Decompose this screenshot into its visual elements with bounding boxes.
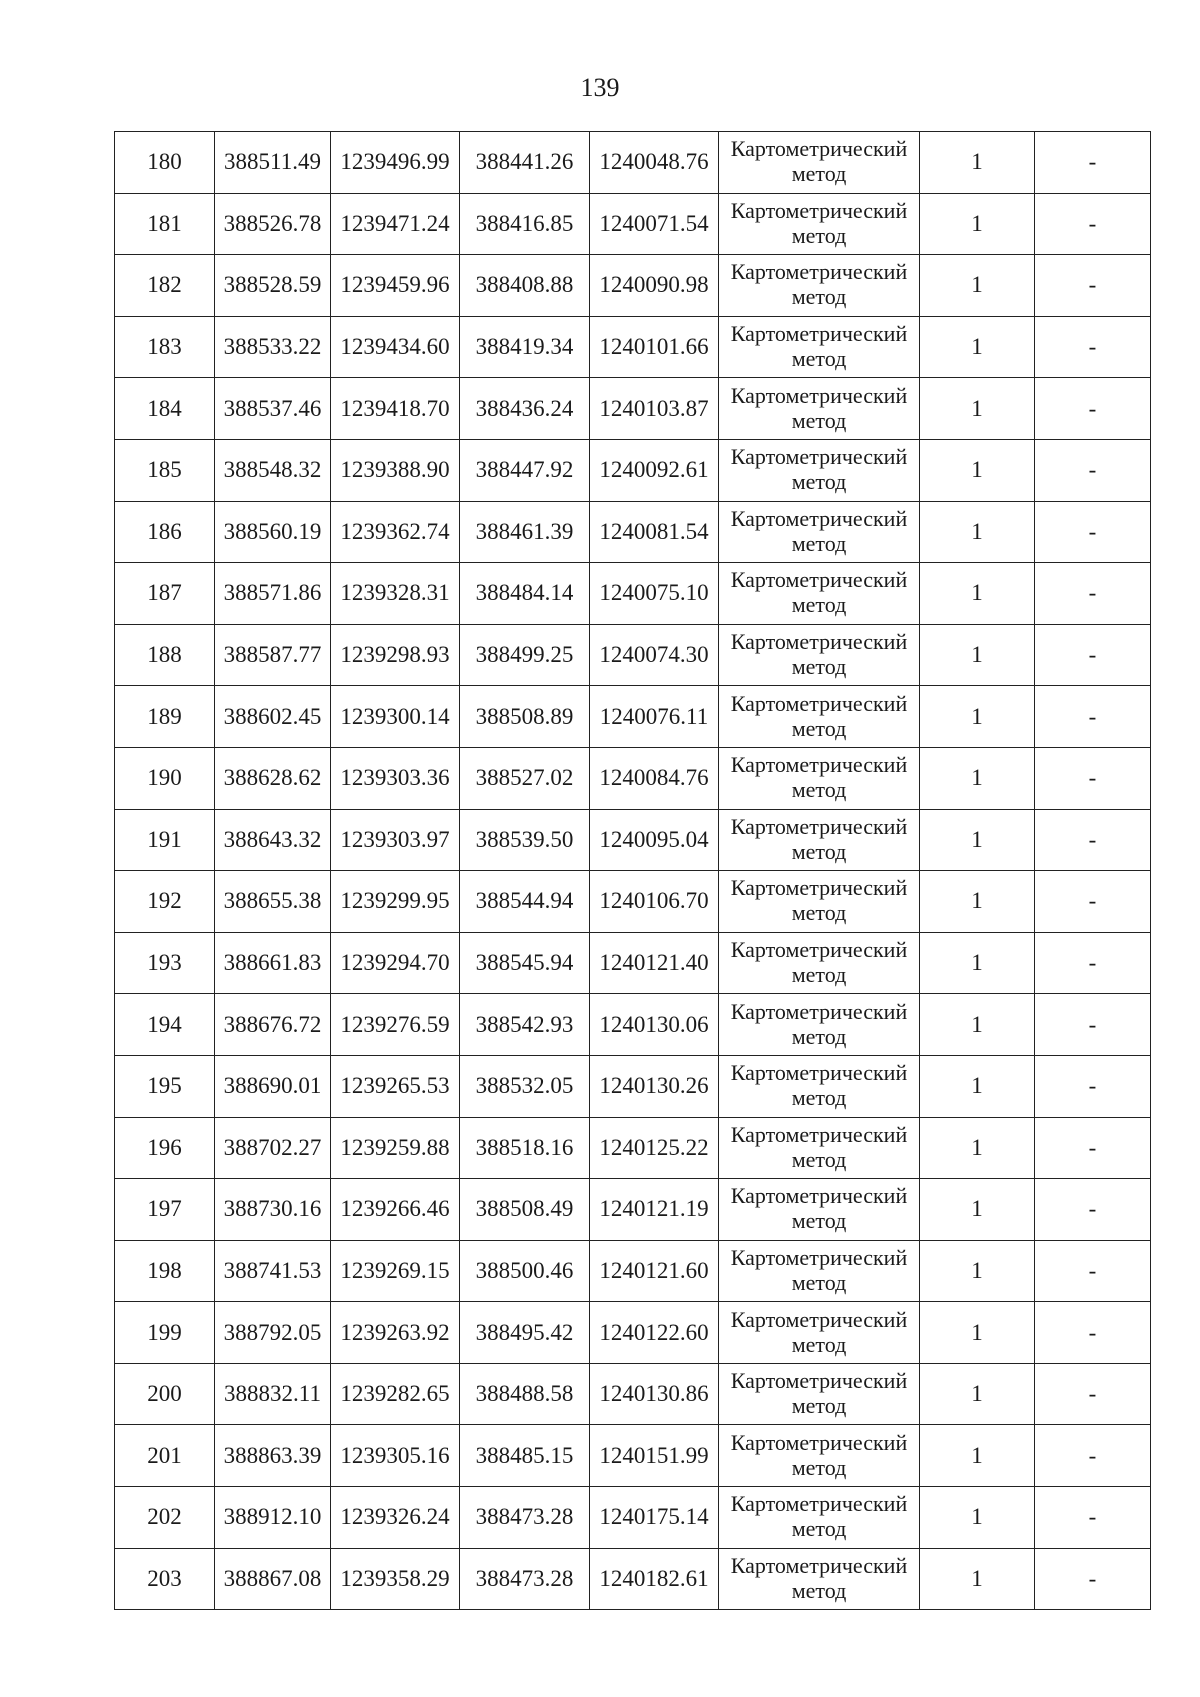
cell-method	[719, 255, 920, 317]
table-row	[115, 1302, 1151, 1364]
table-row	[115, 501, 1151, 563]
cell-note: -	[1035, 1425, 1151, 1487]
cell-y1: 1239294.70	[331, 932, 460, 994]
cell-point-number: 203	[115, 1548, 215, 1610]
coordinates-table	[114, 131, 1151, 1610]
method-line-2: метод	[791, 1146, 847, 1172]
cell-x2: 388484.14	[460, 563, 590, 625]
method-line-2: метод	[791, 284, 847, 310]
table-row	[115, 1548, 1151, 1610]
cell-point-number: 191	[115, 809, 215, 871]
cell-x1: 388602.45	[215, 686, 331, 748]
cell-y1: 1239418.70	[331, 378, 460, 440]
cell-method	[719, 193, 920, 255]
table-row	[115, 439, 1151, 501]
table-row	[115, 994, 1151, 1056]
cell-y1: 1239299.95	[331, 871, 460, 933]
cell-accuracy: 1	[920, 1240, 1035, 1302]
cell-y2: 1240182.61	[590, 1548, 719, 1610]
cell-point-number: 185	[115, 439, 215, 501]
cell-x1: 388560.19	[215, 501, 331, 563]
cell-note: -	[1035, 1179, 1151, 1241]
cell-y2: 1240075.10	[590, 563, 719, 625]
cell-y2: 1240130.06	[590, 994, 719, 1056]
table-body	[115, 132, 1151, 1610]
cell-accuracy: 1	[920, 1055, 1035, 1117]
cell-accuracy: 1	[920, 686, 1035, 748]
method-line-1: Картометрический	[730, 1060, 908, 1086]
cell-y1: 1239266.46	[331, 1179, 460, 1241]
cell-note: -	[1035, 378, 1151, 440]
method-line-2: метод	[791, 346, 847, 372]
cell-method	[719, 378, 920, 440]
cell-y1: 1239328.31	[331, 563, 460, 625]
method-line-2: метод	[791, 407, 847, 433]
cell-x1: 388511.49	[215, 132, 331, 194]
cell-point-number: 194	[115, 994, 215, 1056]
cell-x1: 388912.10	[215, 1487, 331, 1549]
table-row	[115, 1487, 1151, 1549]
cell-point-number: 189	[115, 686, 215, 748]
cell-accuracy: 1	[920, 624, 1035, 686]
cell-method	[719, 1302, 920, 1364]
cell-y2: 1240101.66	[590, 316, 719, 378]
cell-y1: 1239496.99	[331, 132, 460, 194]
cell-point-number: 197	[115, 1179, 215, 1241]
cell-point-number: 202	[115, 1487, 215, 1549]
cell-point-number: 192	[115, 871, 215, 933]
cell-accuracy: 1	[920, 132, 1035, 194]
cell-y1: 1239358.29	[331, 1548, 460, 1610]
cell-x2: 388499.25	[460, 624, 590, 686]
cell-y2: 1240121.60	[590, 1240, 719, 1302]
cell-accuracy: 1	[920, 563, 1035, 625]
method-line-1: Картометрический	[730, 382, 908, 408]
table-row	[115, 1117, 1151, 1179]
cell-y2: 1240074.30	[590, 624, 719, 686]
method-line-1: Картометрический	[730, 321, 908, 347]
table-row	[115, 871, 1151, 933]
cell-x1: 388655.38	[215, 871, 331, 933]
method-line-2: метод	[791, 1208, 847, 1234]
cell-note: -	[1035, 1302, 1151, 1364]
cell-accuracy: 1	[920, 994, 1035, 1056]
cell-note: -	[1035, 624, 1151, 686]
cell-point-number: 195	[115, 1055, 215, 1117]
cell-x2: 388527.02	[460, 747, 590, 809]
cell-x1: 388730.16	[215, 1179, 331, 1241]
cell-point-number: 187	[115, 563, 215, 625]
table-row	[115, 1055, 1151, 1117]
cell-method	[719, 747, 920, 809]
cell-x1: 388643.32	[215, 809, 331, 871]
cell-x2: 388473.28	[460, 1487, 590, 1549]
cell-y1: 1239303.36	[331, 747, 460, 809]
method-line-1: Картометрический	[730, 629, 908, 655]
cell-point-number: 180	[115, 132, 215, 194]
cell-x1: 388832.11	[215, 1363, 331, 1425]
method-line-1: Картометрический	[730, 444, 908, 470]
cell-accuracy: 1	[920, 1425, 1035, 1487]
method-line-1: Картометрический	[730, 998, 908, 1024]
cell-method	[719, 1363, 920, 1425]
cell-x2: 388508.89	[460, 686, 590, 748]
method-line-1: Картометрический	[730, 1183, 908, 1209]
cell-x1: 388741.53	[215, 1240, 331, 1302]
method-line-1: Картометрический	[730, 1121, 908, 1147]
cell-note: -	[1035, 686, 1151, 748]
cell-accuracy: 1	[920, 255, 1035, 317]
cell-x1: 388528.59	[215, 255, 331, 317]
method-line-1: Картометрический	[730, 1429, 908, 1455]
method-line-2: метод	[791, 1085, 847, 1111]
cell-y2: 1240081.54	[590, 501, 719, 563]
cell-y1: 1239265.53	[331, 1055, 460, 1117]
cell-y1: 1239282.65	[331, 1363, 460, 1425]
cell-method	[719, 1117, 920, 1179]
cell-accuracy: 1	[920, 378, 1035, 440]
cell-note: -	[1035, 932, 1151, 994]
cell-note: -	[1035, 1240, 1151, 1302]
cell-y2: 1240121.40	[590, 932, 719, 994]
cell-y1: 1239326.24	[331, 1487, 460, 1549]
table-row	[115, 193, 1151, 255]
cell-y2: 1240048.76	[590, 132, 719, 194]
cell-accuracy: 1	[920, 1548, 1035, 1610]
cell-point-number: 199	[115, 1302, 215, 1364]
cell-method	[719, 1240, 920, 1302]
cell-y1: 1239459.96	[331, 255, 460, 317]
cell-x1: 388867.08	[215, 1548, 331, 1610]
cell-y1: 1239300.14	[331, 686, 460, 748]
cell-y2: 1240103.87	[590, 378, 719, 440]
method-line-1: Картометрический	[730, 1306, 908, 1332]
cell-x2: 388542.93	[460, 994, 590, 1056]
table-row	[115, 686, 1151, 748]
cell-note: -	[1035, 255, 1151, 317]
cell-method	[719, 439, 920, 501]
method-line-2: метод	[791, 654, 847, 680]
method-line-1: Картометрический	[730, 136, 908, 162]
cell-method	[719, 1487, 920, 1549]
cell-accuracy: 1	[920, 501, 1035, 563]
method-line-2: метод	[791, 715, 847, 741]
cell-x2: 388416.85	[460, 193, 590, 255]
table-row	[115, 624, 1151, 686]
method-line-2: метод	[791, 1269, 847, 1295]
cell-x2: 388495.42	[460, 1302, 590, 1364]
cell-x2: 388436.24	[460, 378, 590, 440]
cell-x1: 388792.05	[215, 1302, 331, 1364]
cell-y1: 1239434.60	[331, 316, 460, 378]
cell-y1: 1239305.16	[331, 1425, 460, 1487]
cell-point-number: 183	[115, 316, 215, 378]
method-line-2: метод	[791, 1023, 847, 1049]
cell-accuracy: 1	[920, 871, 1035, 933]
cell-method	[719, 871, 920, 933]
cell-x1: 388537.46	[215, 378, 331, 440]
cell-point-number: 184	[115, 378, 215, 440]
cell-x1: 388690.01	[215, 1055, 331, 1117]
cell-accuracy: 1	[920, 316, 1035, 378]
cell-y2: 1240122.60	[590, 1302, 719, 1364]
cell-y1: 1239471.24	[331, 193, 460, 255]
cell-y2: 1240130.26	[590, 1055, 719, 1117]
method-line-1: Картометрический	[730, 875, 908, 901]
table-row	[115, 132, 1151, 194]
cell-x2: 388461.39	[460, 501, 590, 563]
method-line-2: метод	[791, 469, 847, 495]
cell-point-number: 186	[115, 501, 215, 563]
cell-method	[719, 994, 920, 1056]
cell-x2: 388441.26	[460, 132, 590, 194]
cell-point-number: 200	[115, 1363, 215, 1425]
cell-x2: 388408.88	[460, 255, 590, 317]
cell-y2: 1240090.98	[590, 255, 719, 317]
table-row	[115, 1240, 1151, 1302]
cell-x2: 388539.50	[460, 809, 590, 871]
table-row	[115, 932, 1151, 994]
method-line-1: Картометрический	[730, 1552, 908, 1578]
cell-x2: 388485.15	[460, 1425, 590, 1487]
cell-x1: 388533.22	[215, 316, 331, 378]
method-line-1: Картометрический	[730, 690, 908, 716]
method-line-1: Картометрический	[730, 813, 908, 839]
cell-y2: 1240076.11	[590, 686, 719, 748]
cell-y1: 1239259.88	[331, 1117, 460, 1179]
cell-point-number: 201	[115, 1425, 215, 1487]
method-line-2: метод	[791, 1393, 847, 1419]
cell-note: -	[1035, 1055, 1151, 1117]
cell-x2: 388545.94	[460, 932, 590, 994]
cell-y2: 1240106.70	[590, 871, 719, 933]
method-line-2: метод	[791, 530, 847, 556]
cell-y2: 1240092.61	[590, 439, 719, 501]
cell-method	[719, 1179, 920, 1241]
method-line-2: метод	[791, 1331, 847, 1357]
method-line-2: метод	[791, 838, 847, 864]
cell-y1: 1239276.59	[331, 994, 460, 1056]
cell-note: -	[1035, 1117, 1151, 1179]
cell-accuracy: 1	[920, 932, 1035, 994]
cell-x1: 388676.72	[215, 994, 331, 1056]
cell-x2: 388508.49	[460, 1179, 590, 1241]
cell-x1: 388548.32	[215, 439, 331, 501]
cell-accuracy: 1	[920, 809, 1035, 871]
table-row	[115, 316, 1151, 378]
table-row	[115, 255, 1151, 317]
cell-x2: 388500.46	[460, 1240, 590, 1302]
method-line-1: Картометрический	[730, 1244, 908, 1270]
cell-note: -	[1035, 501, 1151, 563]
cell-x2: 388473.28	[460, 1548, 590, 1610]
table-row	[115, 747, 1151, 809]
cell-y1: 1239303.97	[331, 809, 460, 871]
cell-y1: 1239263.92	[331, 1302, 460, 1364]
cell-x2: 388518.16	[460, 1117, 590, 1179]
cell-accuracy: 1	[920, 1179, 1035, 1241]
method-line-2: метод	[791, 222, 847, 248]
cell-y2: 1240151.99	[590, 1425, 719, 1487]
method-line-1: Картометрический	[730, 259, 908, 285]
cell-y2: 1240130.86	[590, 1363, 719, 1425]
page-number: 139	[580, 73, 620, 102]
cell-note: -	[1035, 132, 1151, 194]
cell-method	[719, 1548, 920, 1610]
cell-accuracy: 1	[920, 1302, 1035, 1364]
cell-x1: 388587.77	[215, 624, 331, 686]
method-line-2: метод	[791, 1454, 847, 1480]
method-line-1: Картометрический	[730, 197, 908, 223]
cell-x1: 388628.62	[215, 747, 331, 809]
cell-y2: 1240084.76	[590, 747, 719, 809]
cell-method	[719, 132, 920, 194]
method-line-2: метод	[791, 1516, 847, 1542]
cell-point-number: 190	[115, 747, 215, 809]
cell-accuracy: 1	[920, 1117, 1035, 1179]
cell-x1: 388702.27	[215, 1117, 331, 1179]
cell-note: -	[1035, 871, 1151, 933]
cell-x2: 388447.92	[460, 439, 590, 501]
method-line-1: Картометрический	[730, 752, 908, 778]
table-row	[115, 809, 1151, 871]
method-line-2: метод	[791, 962, 847, 988]
cell-x1: 388571.86	[215, 563, 331, 625]
method-line-2: метод	[791, 777, 847, 803]
cell-point-number: 181	[115, 193, 215, 255]
cell-y1: 1239269.15	[331, 1240, 460, 1302]
cell-point-number: 198	[115, 1240, 215, 1302]
table-row	[115, 1425, 1151, 1487]
cell-y1: 1239298.93	[331, 624, 460, 686]
cell-method	[719, 624, 920, 686]
method-line-2: метод	[791, 900, 847, 926]
cell-point-number: 196	[115, 1117, 215, 1179]
cell-accuracy: 1	[920, 1363, 1035, 1425]
method-line-1: Картометрический	[730, 1368, 908, 1394]
cell-method	[719, 809, 920, 871]
cell-note: -	[1035, 1548, 1151, 1610]
cell-method	[719, 1425, 920, 1487]
cell-x2: 388419.34	[460, 316, 590, 378]
method-line-1: Картометрический	[730, 1491, 908, 1517]
cell-y1: 1239388.90	[331, 439, 460, 501]
cell-note: -	[1035, 316, 1151, 378]
method-line-1: Картометрический	[730, 937, 908, 963]
cell-note: -	[1035, 809, 1151, 871]
cell-y2: 1240121.19	[590, 1179, 719, 1241]
cell-x2: 388544.94	[460, 871, 590, 933]
table-row	[115, 378, 1151, 440]
method-line-2: метод	[791, 592, 847, 618]
method-line-2: метод	[791, 161, 847, 187]
cell-x1: 388526.78	[215, 193, 331, 255]
cell-x2: 388488.58	[460, 1363, 590, 1425]
cell-y2: 1240125.22	[590, 1117, 719, 1179]
method-line-2: метод	[791, 1577, 847, 1603]
cell-method	[719, 316, 920, 378]
cell-accuracy: 1	[920, 1487, 1035, 1549]
cell-y2: 1240175.14	[590, 1487, 719, 1549]
cell-point-number: 193	[115, 932, 215, 994]
cell-accuracy: 1	[920, 747, 1035, 809]
cell-x1: 388661.83	[215, 932, 331, 994]
cell-note: -	[1035, 563, 1151, 625]
cell-point-number: 188	[115, 624, 215, 686]
cell-method	[719, 501, 920, 563]
cell-x1: 388863.39	[215, 1425, 331, 1487]
cell-accuracy: 1	[920, 193, 1035, 255]
cell-note: -	[1035, 1363, 1151, 1425]
cell-method	[719, 563, 920, 625]
cell-method	[719, 932, 920, 994]
method-line-1: Картометрический	[730, 505, 908, 531]
cell-note: -	[1035, 994, 1151, 1056]
cell-note: -	[1035, 1487, 1151, 1549]
cell-method	[719, 686, 920, 748]
cell-y2: 1240095.04	[590, 809, 719, 871]
cell-x2: 388532.05	[460, 1055, 590, 1117]
cell-note: -	[1035, 747, 1151, 809]
cell-method	[719, 1055, 920, 1117]
table-row	[115, 1179, 1151, 1241]
cell-y1: 1239362.74	[331, 501, 460, 563]
table-row	[115, 563, 1151, 625]
table-row	[115, 1363, 1151, 1425]
cell-note: -	[1035, 193, 1151, 255]
cell-accuracy: 1	[920, 439, 1035, 501]
cell-point-number: 182	[115, 255, 215, 317]
method-line-1: Картометрический	[730, 567, 908, 593]
cell-y2: 1240071.54	[590, 193, 719, 255]
cell-note: -	[1035, 439, 1151, 501]
